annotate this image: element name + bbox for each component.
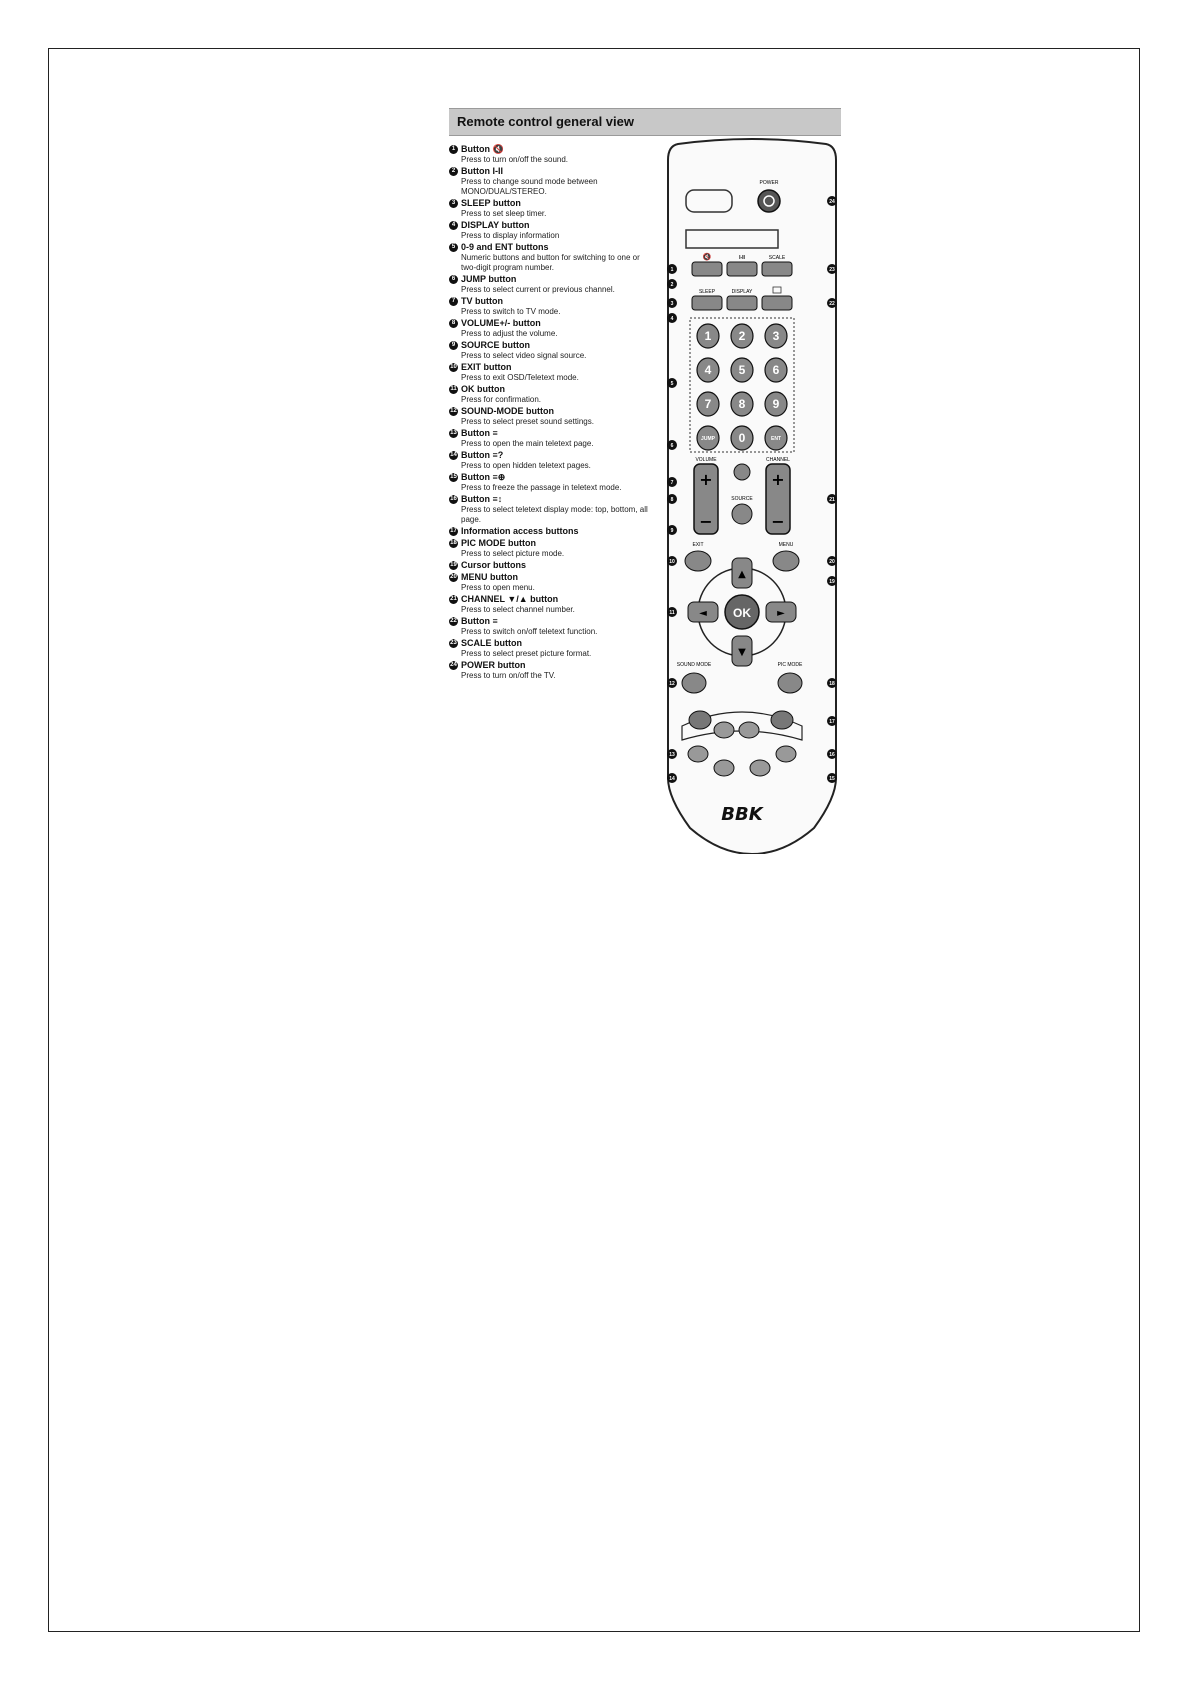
channel-label: CHANNEL xyxy=(766,457,790,463)
item-description: Numeric buttons and button for switching to one or two-digit program number. xyxy=(461,253,640,272)
callout-number: 5 xyxy=(449,243,458,252)
button-description-list xyxy=(449,144,654,682)
callout-marker-number: 17 xyxy=(829,719,835,725)
callout-number: 15 xyxy=(450,474,457,480)
list-item xyxy=(449,450,654,471)
item-description: Press to open hidden teletext pages. xyxy=(461,461,591,470)
callout-number: 3 xyxy=(449,199,458,208)
volume-label: VOLUME xyxy=(695,457,717,463)
list-item xyxy=(449,384,654,405)
callout-marker-number: 22 xyxy=(829,301,835,307)
item-description: Press to select current or previous channel. xyxy=(461,285,615,294)
power-label: POWER xyxy=(759,180,779,186)
callout-marker-number: 1 xyxy=(670,267,674,273)
list-item xyxy=(449,144,654,165)
source-button[interactable] xyxy=(732,504,752,524)
cursor-up-icon: ▲ xyxy=(738,569,746,580)
power-button[interactable] xyxy=(758,190,780,212)
digit-button-label: 3 xyxy=(772,329,780,343)
exit-button[interactable] xyxy=(685,551,711,571)
callout-marker-number: 20 xyxy=(829,559,835,565)
list-item xyxy=(449,198,654,219)
item-description: Press to switch to TV mode. xyxy=(461,307,561,316)
menu-label: MENU xyxy=(778,542,794,548)
callout-marker-number: 3 xyxy=(670,301,674,307)
item-description: Press for confirmation. xyxy=(461,395,542,404)
item-description: Press to exit OSD/Teletext mode. xyxy=(461,373,579,382)
digit-button-label: 6 xyxy=(772,363,780,377)
item-title: Button ≡⊕ xyxy=(461,472,506,482)
digit-button-label: 9 xyxy=(772,397,780,411)
item-title: 0-9 and ENT buttons xyxy=(461,242,549,252)
item-title: Button ≡↕ xyxy=(461,494,503,504)
sound-mode-label: SOUND MODE xyxy=(676,662,712,668)
brand-logo: BBK xyxy=(721,804,763,825)
callout-marker-number: 7 xyxy=(670,480,674,486)
callout-marker-number: 9 xyxy=(670,528,674,534)
item-title: SLEEP button xyxy=(461,198,521,208)
item-title: CHANNEL ▼/▲ button xyxy=(461,594,559,604)
item-description: Press to open the main teletext page. xyxy=(461,439,594,448)
digit-button-label: 4 xyxy=(704,363,712,377)
item-description: Press to select teletext display mode: top, bottom, all page. xyxy=(461,505,648,524)
list-item xyxy=(449,220,654,241)
item-title: Button ≡ xyxy=(461,428,498,438)
list-item xyxy=(449,362,654,383)
jump-button-label: JUMP xyxy=(701,436,715,442)
callout-number: 2 xyxy=(449,167,458,176)
sleep-button[interactable] xyxy=(692,296,722,310)
remote-control-illustration xyxy=(664,138,841,854)
section-header xyxy=(449,108,841,136)
callout-marker-number: 4 xyxy=(670,316,674,322)
callout-marker-number: 2 xyxy=(670,282,674,288)
cursor-left-icon: ◄ xyxy=(699,608,707,619)
sleep-label: SLEEP xyxy=(698,289,716,295)
item-title: Button ≡? xyxy=(461,450,504,460)
mute-icon: 🔇 xyxy=(702,253,712,261)
callout-marker-number: 19 xyxy=(829,579,835,585)
callout-number: 13 xyxy=(450,430,457,436)
teletext-reveal-button[interactable] xyxy=(714,760,734,776)
exit-label: EXIT xyxy=(692,542,704,548)
callout-number: 24 xyxy=(450,662,457,668)
list-item xyxy=(449,526,654,537)
list-item xyxy=(449,538,654,559)
callout-marker-number: 18 xyxy=(829,681,835,687)
item-title: Information access buttons xyxy=(461,526,579,536)
display-button[interactable] xyxy=(727,296,757,310)
list-item xyxy=(449,406,654,427)
teletext-hold-button[interactable] xyxy=(750,760,770,776)
callout-marker-number: 5 xyxy=(670,381,674,387)
mute-button[interactable] xyxy=(692,262,722,276)
callout-number: 1 xyxy=(449,145,458,154)
item-title: VOLUME+/- button xyxy=(461,318,541,328)
item-description: Press to select picture mode. xyxy=(461,549,565,558)
section-title: Remote control general view xyxy=(457,114,634,129)
item-description: Press to select preset sound settings. xyxy=(461,417,594,426)
callout-marker-number: 10 xyxy=(669,559,675,565)
teletext-toggle-button[interactable] xyxy=(762,296,792,310)
scale-label: SCALE xyxy=(768,255,786,261)
item-title: SOURCE button xyxy=(461,340,530,350)
callout-marker-number: 23 xyxy=(829,267,835,273)
pic-mode-button[interactable] xyxy=(778,673,802,693)
volume-minus-icon: − xyxy=(699,512,713,531)
callout-number: 20 xyxy=(450,574,457,580)
item-description: Press to freeze the passage in teletext mode. xyxy=(461,483,622,492)
item-title: Button 🔇 xyxy=(461,144,504,154)
remote-control-section xyxy=(449,108,841,854)
item-description: Press to select channel number. xyxy=(461,605,575,614)
list-item xyxy=(449,638,654,659)
callout-marker-number: 13 xyxy=(669,752,675,758)
list-item xyxy=(449,616,654,637)
callout-number: 21 xyxy=(450,596,457,602)
callout-number: 23 xyxy=(450,640,457,646)
callout-marker-number: 14 xyxy=(669,776,675,782)
callout-marker-number: 11 xyxy=(669,610,675,616)
teletext-index-button[interactable] xyxy=(688,746,708,762)
digit-button-label: 1 xyxy=(704,329,712,343)
item-description: Press to change sound mode between MONO/DUAL/STEREO. xyxy=(461,177,598,196)
cursor-down-icon: ▼ xyxy=(738,647,746,658)
info-yellow-button[interactable] xyxy=(739,722,759,738)
digit-button-label: 0 xyxy=(738,431,746,445)
item-title: OK button xyxy=(461,384,505,394)
item-description: Press to select preset picture format. xyxy=(461,649,592,658)
ok-label: OK xyxy=(733,606,751,620)
item-description: Press to switch on/off teletext function. xyxy=(461,627,598,636)
scale-button[interactable] xyxy=(762,262,792,276)
item-title: DISPLAY button xyxy=(461,220,530,230)
pic-mode-label: PIC MODE xyxy=(777,662,803,668)
item-description: Press to select video signal source. xyxy=(461,351,587,360)
list-item xyxy=(449,594,654,615)
digit-button-label: 8 xyxy=(738,397,746,411)
item-title: Cursor buttons xyxy=(461,560,526,570)
callout-marker-number: 21 xyxy=(829,497,835,503)
callout-marker-number: 24 xyxy=(829,199,835,205)
item-description: Press to set sleep timer. xyxy=(461,209,547,218)
callout-marker-number: 6 xyxy=(670,443,674,449)
item-title: JUMP button xyxy=(461,274,517,284)
item-description: Press to display information xyxy=(461,231,560,240)
info-green-button[interactable] xyxy=(714,722,734,738)
tv-button[interactable] xyxy=(734,464,750,480)
item-title: TV button xyxy=(461,296,503,306)
list-item xyxy=(449,296,654,317)
i-ii-button[interactable] xyxy=(727,262,757,276)
callout-number: 4 xyxy=(449,221,458,230)
volume-plus-icon: + xyxy=(699,470,713,489)
callout-number: 22 xyxy=(450,618,457,624)
callout-marker-number: 15 xyxy=(829,776,835,782)
item-title: Button I-II xyxy=(461,166,503,176)
item-description: Press to turn on/off the sound. xyxy=(461,155,569,164)
item-title: MENU button xyxy=(461,572,518,582)
menu-button[interactable] xyxy=(773,551,799,571)
source-label: SOURCE xyxy=(731,496,753,502)
item-title: Button ≡ xyxy=(461,616,498,626)
callout-number: 19 xyxy=(450,562,457,568)
callout-number: 14 xyxy=(450,452,457,458)
callout-marker-number: 12 xyxy=(669,681,675,687)
callout-number: 17 xyxy=(450,528,457,534)
teletext-size-button[interactable] xyxy=(776,746,796,762)
callout-number: 10 xyxy=(450,364,457,370)
item-description: Press to open menu. xyxy=(461,583,535,592)
channel-minus-icon: − xyxy=(771,512,785,531)
list-item xyxy=(449,560,654,571)
callout-number: 9 xyxy=(449,341,458,350)
list-item xyxy=(449,274,654,295)
digit-button-label: 2 xyxy=(738,329,746,343)
list-item xyxy=(449,472,654,493)
item-title: SOUND-MODE button xyxy=(461,406,554,416)
ent-button-label: ENT xyxy=(771,436,781,442)
channel-plus-icon: + xyxy=(771,470,785,489)
list-item xyxy=(449,660,654,681)
item-title: POWER button xyxy=(461,660,526,670)
callout-number: 8 xyxy=(449,319,458,328)
item-title: EXIT button xyxy=(461,362,512,372)
callout-number: 6 xyxy=(449,275,458,284)
callout-number: 12 xyxy=(450,408,457,414)
callout-marker-number: 8 xyxy=(670,497,674,503)
list-item xyxy=(449,494,654,525)
list-item xyxy=(449,242,654,273)
list-item xyxy=(449,166,654,197)
sound-mode-button[interactable] xyxy=(682,673,706,693)
digit-button-label: 5 xyxy=(738,363,746,377)
display-label: DISPLAY xyxy=(731,289,753,295)
callout-marker-number: 16 xyxy=(829,752,835,758)
item-title: SCALE button xyxy=(461,638,522,648)
cursor-right-icon: ► xyxy=(777,608,785,619)
callout-number: 11 xyxy=(450,386,457,392)
digit-button-label: 7 xyxy=(704,397,712,411)
callout-number: 18 xyxy=(450,540,457,546)
item-title: PIC MODE button xyxy=(461,538,536,548)
list-item xyxy=(449,572,654,593)
info-blue-button[interactable] xyxy=(771,711,793,729)
list-item xyxy=(449,318,654,339)
info-red-button[interactable] xyxy=(689,711,711,729)
list-item xyxy=(449,428,654,449)
callout-number: 16 xyxy=(450,496,457,502)
callout-number: 7 xyxy=(449,297,458,306)
list-item xyxy=(449,340,654,361)
i-ii-label: I-II xyxy=(739,255,745,261)
item-description: Press to turn on/off the TV. xyxy=(461,671,556,680)
item-description: Press to adjust the volume. xyxy=(461,329,558,338)
